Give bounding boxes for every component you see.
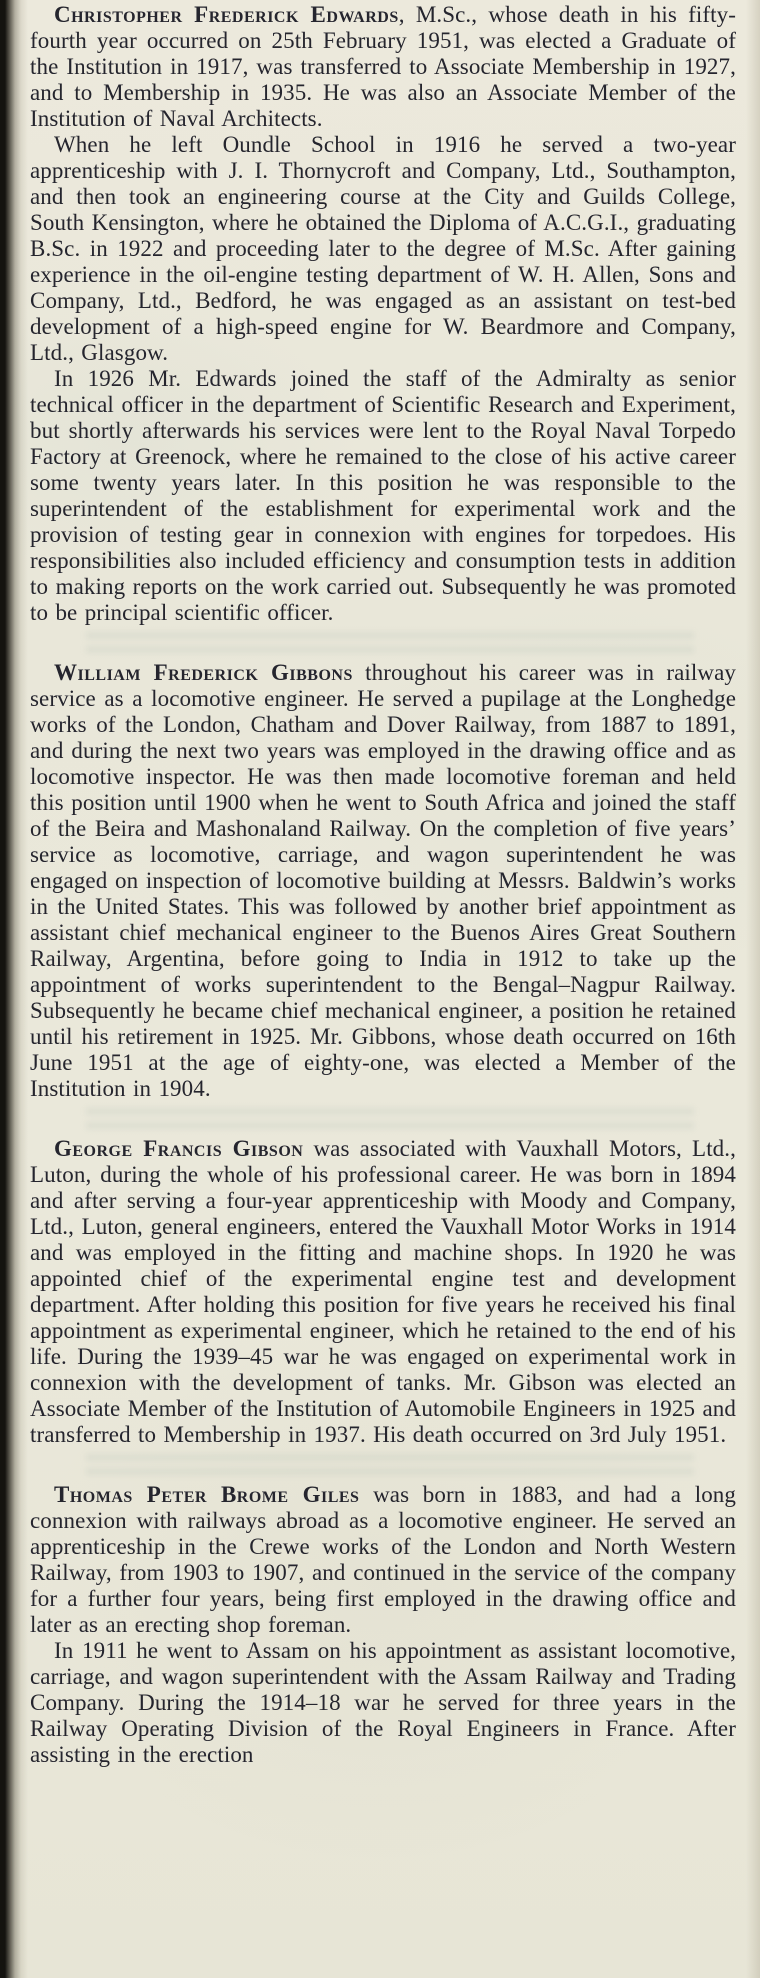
obituary-section-edwards [30, 2, 736, 626]
obituaries-text-column [30, 2, 736, 1768]
binding-gutter-shadow [0, 0, 28, 1978]
section-gap [30, 1448, 736, 1482]
obituary-paragraph: When he left Oundle School in 1916 he served a two-year apprenticeship with J. I. Thornycroft and Company, Ltd., Southampton, and then took an engineering course at the City and Guilds College, South Kensington, where he obtained the Diploma of A.C.G.I., graduating B.Sc. in 1922 and proceeding later to the degree of M.Sc. After gaining experience in the oil-engine testing department of W. H. Allen, Sons and Company, Ltd., Bedford, he was engaged as an assistant on test-bed development of a high-speed engine for W. Beardmore and Company, Ltd., Glasgow. [30, 132, 736, 365]
page-edge-shadow [746, 0, 760, 1978]
deceased-name: William Frederick Gibbons [54, 660, 353, 685]
page-show-through [86, 632, 693, 656]
obituary-section-gibbons [30, 660, 736, 1102]
obituary-paragraph: In 1926 Mr. Edwards joined the staff of the Admiralty as senior technical officer in the department of Scientific Research and Experiment, but shortly afterwards his services were lent to the Royal Naval Torpedo Factory at Greenock, where he remained to the close of his active career some twenty years later. In this position he was responsible to the superintendent of the establishment for experimental work and the provision of testing gear in connexion with engines for torpedoes. His responsibilities also included efficiency and consumption tests in addition to making reports on the work carried out. Subsequently he was promoted to be principal scientific officer. [30, 366, 736, 625]
deceased-name: Thomas Peter Brome Giles [54, 1482, 360, 1507]
obituary-paragraph: In 1911 he went to Assam on his appointment as assistant locomotive, carriage, and wagon superintendent with the Assam Railway and Trading Company. During the 1914–18 war he served for three years in the Railway Operating Division of the Royal Engineers in France. After assisting in the erection [30, 1638, 736, 1767]
obituary-lead-paragraph [30, 660, 736, 1102]
obituary-lead-paragraph [30, 1136, 736, 1448]
deceased-name: George Francis Gibson [54, 1136, 304, 1161]
post-nominal: , M.Sc., [398, 2, 478, 27]
page-show-through [86, 1454, 693, 1478]
lead-text: whose death in his fifty-fourth year occurred on 25th February 1951, was elected a Graduate of the Institution in 1917, was transferred to Associate Membership in 1927, and to Membership in 1935. He was also an Associate Member of the Institution of Naval Architects. [30, 2, 736, 131]
obituary-section-gibson [30, 1136, 736, 1448]
deceased-name: Christopher Frederick Edwards [54, 2, 399, 27]
lead-text: throughout his career was in railway service as a locomotive engineer. He served a pupilage at the Longhedge works of the London, Chatham and Dover Railway, from 1887 to 1891, and during the next two years was employed in the drawing office and as locomotive inspector. He was then made locomotive foreman and held this position until 1900 when he went to South Africa and joined the staff of the Beira and Mashonaland Railway. On the completion of five years’ service as locomotive, carriage, and wagon superintendent he was engaged on inspection of locomotive building at Messrs. Baldwin’s works in the United States. This was followed by another brief appointment as assistant chief mechanical engineer to the Buenos Aires Great Southern Railway, Argentina, before going to India in 1912 to take up the appointment of works superintendent to the Bengal–Nagpur Railway. Subsequently he became chief mechanical engineer, a position he retained until his retirement in 1925. Mr. Gibbons, whose death occurred on 16th June 1951 at the age of eighty-one, was elected a Member of the Institution in 1904. [30, 660, 736, 1101]
obituary-lead-paragraph [30, 1482, 736, 1638]
obituary-section-giles [30, 1482, 736, 1768]
section-gap [30, 1102, 736, 1136]
lead-text: was born in 1883, and had a long connexion with railways abroad as a locomotive engineer. He served an apprenticeship in the Crewe works of the London and North Western Railway, from 1903 to 1907, and continued in the service of the company for a further four years, being first employed in the drawing office and later as an erecting shop foreman. [30, 1482, 736, 1637]
lead-text: was associated with Vauxhall Motors, Ltd., Luton, during the whole of his professional career. He was born in 1894 and after serving a four-year apprenticeship with Moody and Company, Ltd., Luton, general engineers, entered the Vauxhall Motor Works in 1914 and was employed in the fitting and machine shops. In 1920 he was appointed chief of the experimental engine test and development department. After holding this position for five years he received his final appointment as experimental engineer, which he retained to the end of his life. During the 1939–45 war he was engaged on experimental work in connexion with the development of tanks. Mr. Gibson was elected an Associate Member of the Institution of Automobile Engineers in 1925 and transferred to Membership in 1937. His death occurred on 3rd July 1951. [30, 1136, 736, 1447]
section-gap [30, 626, 736, 660]
page-show-through [86, 1108, 693, 1132]
obituary-lead-paragraph [30, 2, 736, 132]
